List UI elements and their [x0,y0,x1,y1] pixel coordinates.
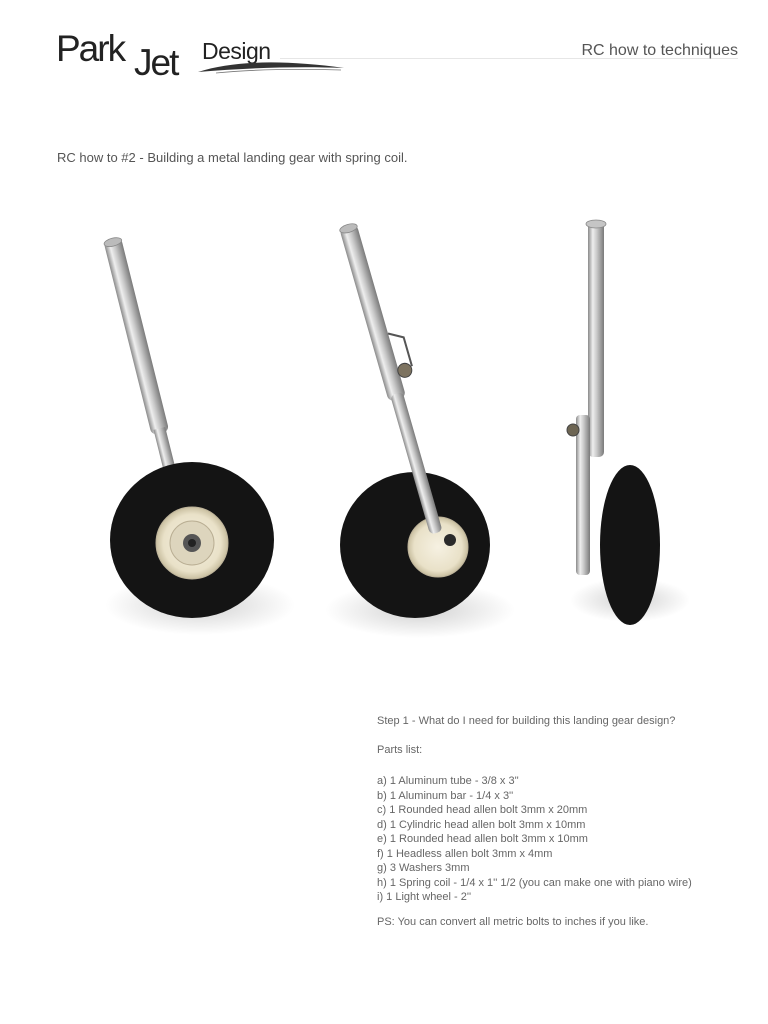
list-item: f) 1 Headless allen bolt 3mm x 4mm [377,847,553,860]
list-item: a) 1 Aluminum tube - 3/8 x 3'' [377,775,519,787]
landing-gear-front-view [103,236,295,635]
ps-note: PS: You can convert all metric bolts to inches if you like. [377,915,649,928]
list-item: h) 1 Spring coil - 1/4 x 1'' 1/2 (you can make one with piano wire) [377,876,692,889]
list-item: d) 1 Cylindric head allen bolt 3mm x 10mm [377,818,586,831]
step-1-heading: Step 1 - What do I need for building this landing gear design? [377,715,676,727]
logo-word-jet: Jet [134,42,178,83]
instructions-section [377,714,757,929]
list-item: c) 1 Rounded head allen bolt 3mm x 20mm [377,804,588,816]
list-item: b) 1 Aluminum bar - 1/4 x 3'' [377,789,514,802]
logo-swoosh-icon [196,58,346,78]
page-title: RC how to #2 - Building a metal landing gear with spring coil. [57,150,408,165]
landing-gear-photo [40,210,740,660]
landing-gear-side-view [567,220,690,625]
list-item: g) 3 Washers 3mm [377,862,470,874]
parts-list-heading: Parts list: [377,743,423,756]
logo-word-design: Design [202,38,271,64]
page-header [0,0,768,90]
logo-word-park: Park [56,28,125,69]
parkjet-design-logo [56,24,296,84]
list-item: i) 1 Light wheel - 2'' [377,891,472,903]
list-item: e) 1 Rounded head allen bolt 3mm x 10mm [377,833,588,845]
landing-gear-angled-view [325,218,515,638]
header-tagline: RC how to techniques [581,42,738,59]
parts-list [377,774,757,905]
